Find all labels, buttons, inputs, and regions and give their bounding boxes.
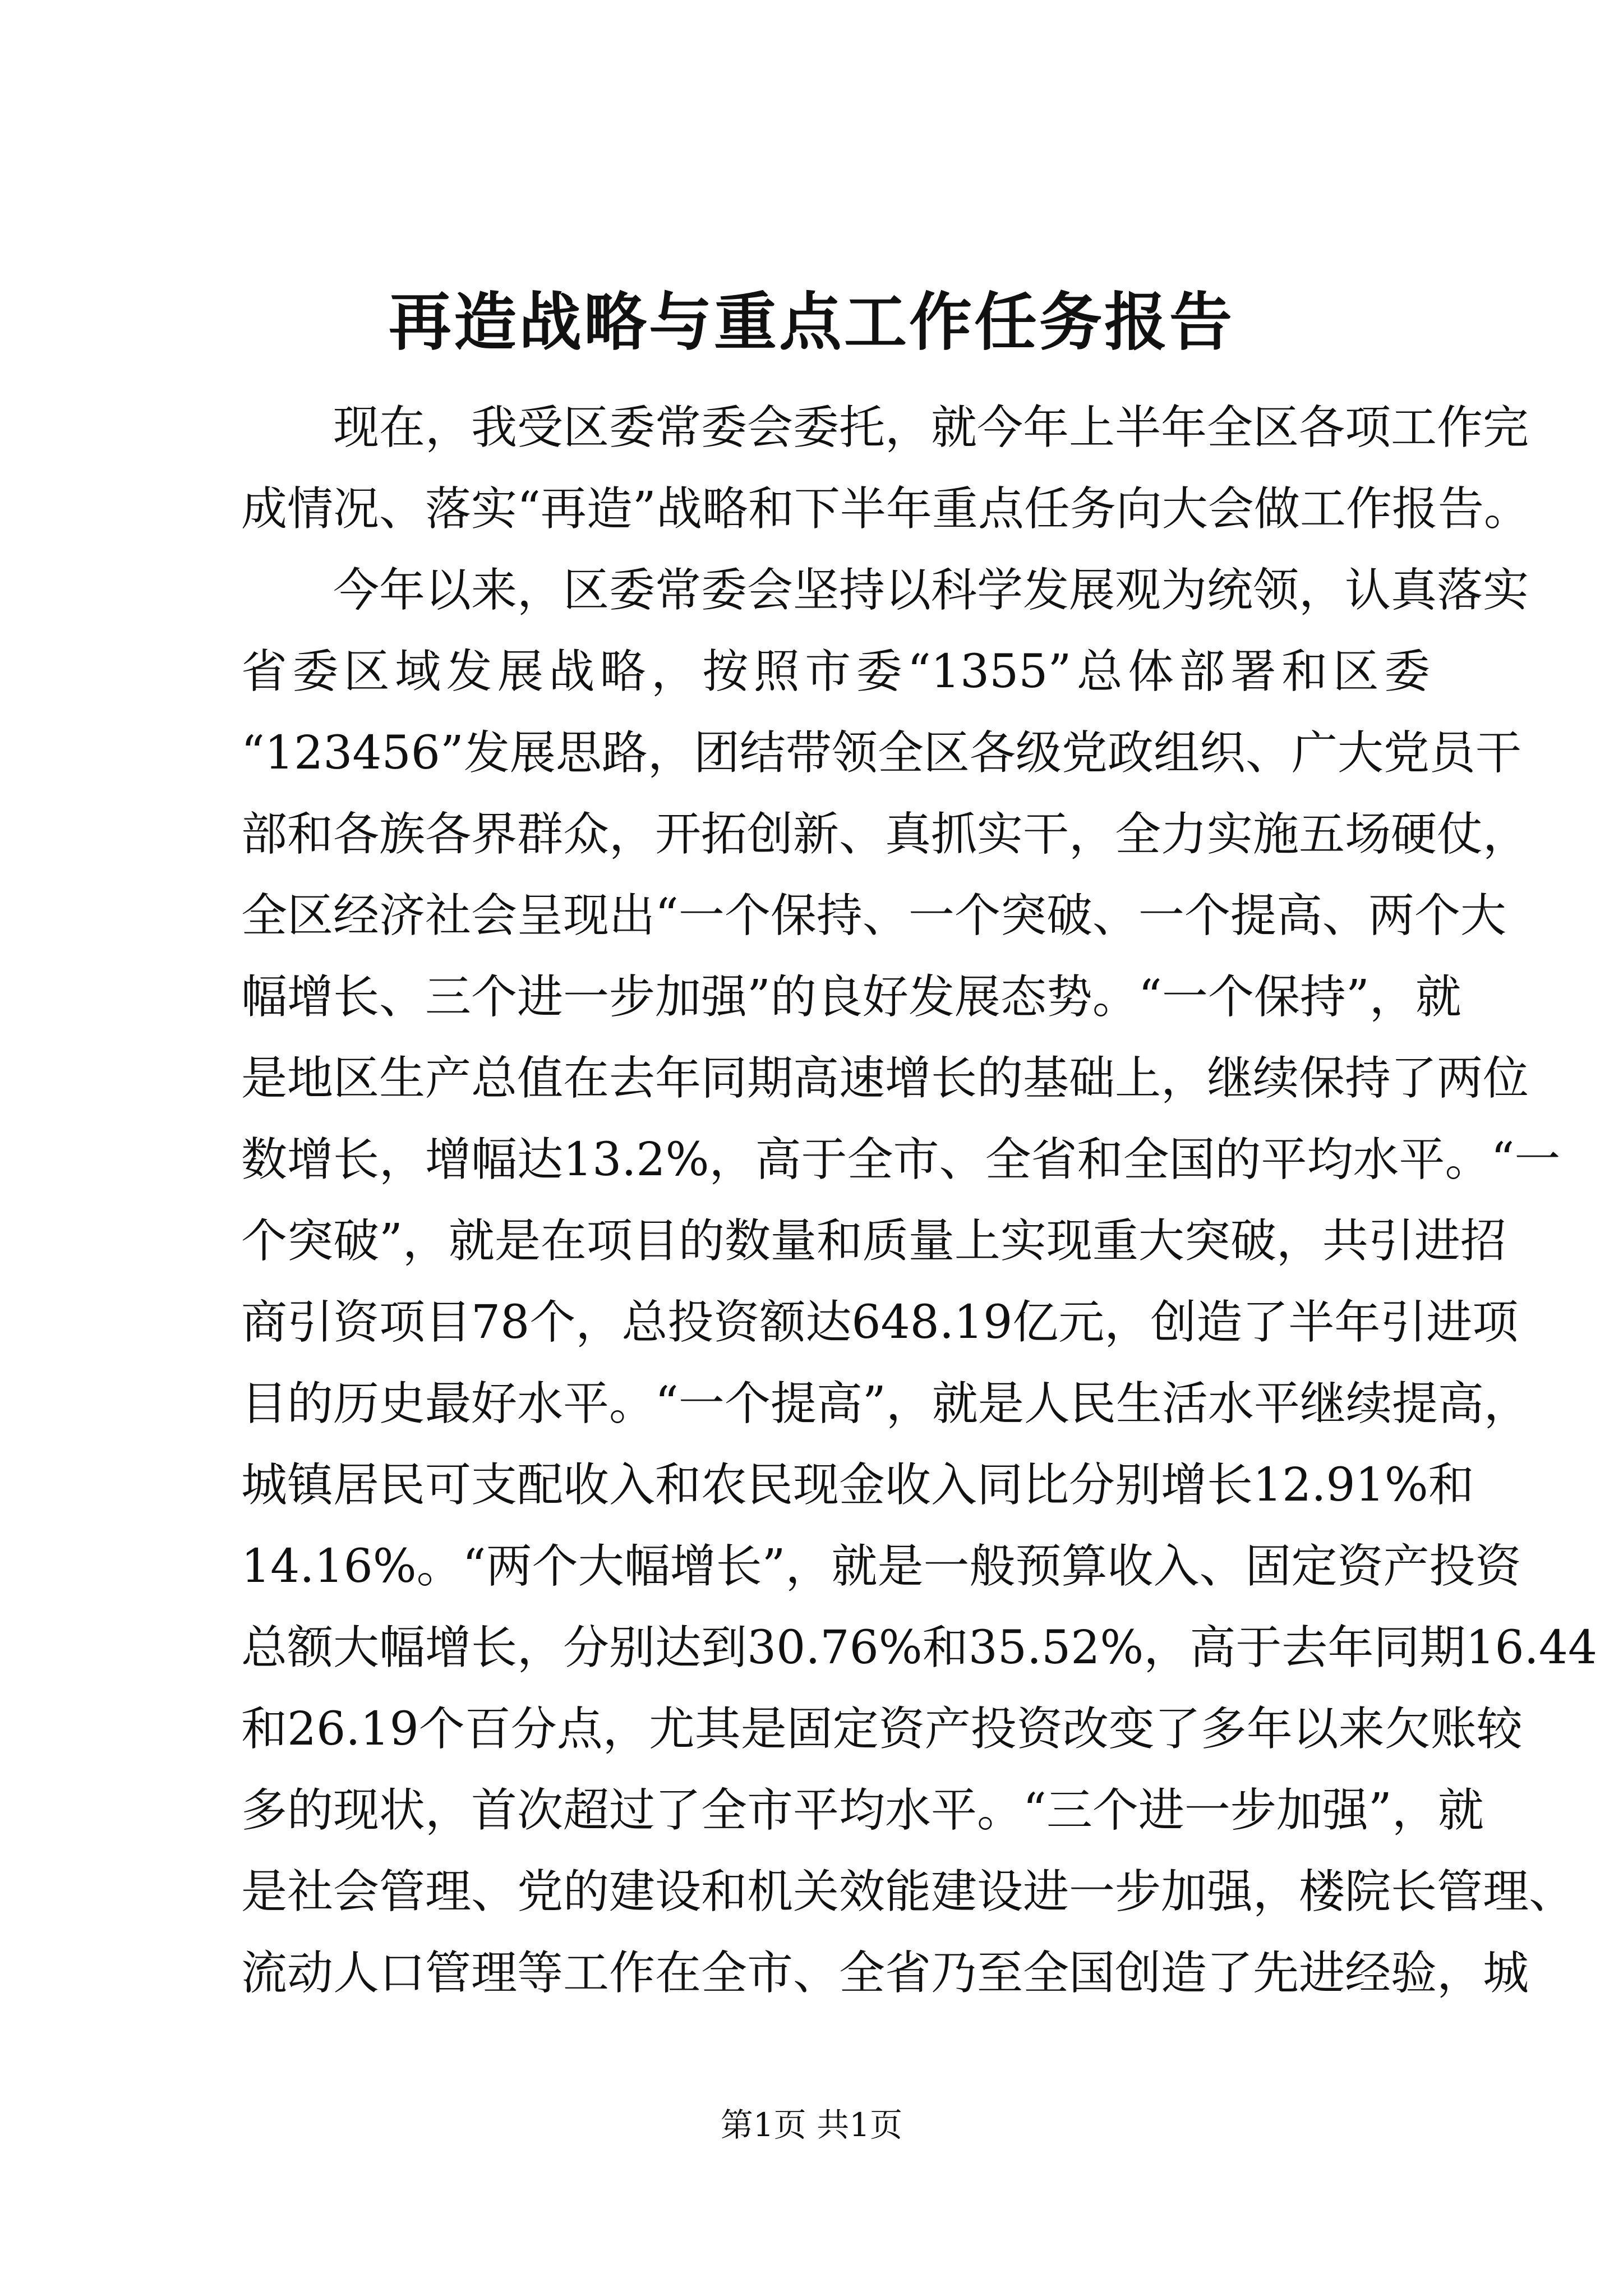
body-line: 部和各族各界群众，开拓创新、真抓实干，全力实施五场硬仗，: [241, 808, 1529, 861]
body-line: 成情况、落实“再造”战略和下半年重点任务向大会做工作报告。: [241, 482, 1530, 536]
body-line: 目的历史最好水平。“一个提高”，就是人民生活水平继续提高，: [241, 1377, 1530, 1430]
body-line: 幅增长、三个进一步加强”的良好发展态势。“一个保持”，就: [241, 970, 1461, 1024]
body-line: 是社会管理、党的建设和机关效能建设进一步加强，楼院长管理、: [241, 1865, 1575, 1918]
body-line: 个突破”，就是在项目的数量和质量上实现重大突破，共引进招: [241, 1214, 1506, 1268]
body-line: 数增长，增幅达13.2%，高于全市、全省和全国的平均水平。“一: [241, 1133, 1561, 1186]
page-footer: 第1页 共1页: [720, 2106, 903, 2144]
body-line: 今年以来，区委常委会坚持以科学发展观为统领，认真落实: [333, 564, 1529, 617]
body-line: 多的现状，首次超过了全市平均水平。“三个进一步加强”，就: [241, 1784, 1484, 1837]
body-line: “123456”发展思路，团结带领全区各级党政组织、广大党员干: [241, 726, 1521, 780]
body-line: 省委区域发展战略，按照市委“1355”总体部署和区委: [241, 645, 1430, 698]
body-line: 全区经济社会呈现出“一个保持、一个突破、一个提高、两个大: [241, 889, 1506, 942]
body-line: 总额大幅增长，分别达到30.76%和35.52%，高于去年同期16.44: [241, 1621, 1598, 1674]
body-line: 流动人口管理等工作在全市、全省乃至全国创造了先进经验，城: [241, 1947, 1529, 2000]
body-line: 14.16%。“两个大幅增长”，就是一般预算收入、固定资产投资: [241, 1540, 1521, 1593]
body-line: 是地区生产总值在去年同期高速增长的基础上，继续保持了两位: [241, 1052, 1529, 1105]
body-line: 现在，我受区委常委会委托，就今年上半年全区各项工作完: [333, 401, 1529, 454]
body-line: 和26.19个百分点，尤其是固定资产投资改变了多年以来欠账较: [241, 1703, 1523, 1756]
document-body: [241, 387, 1598, 2014]
body-line: 城镇居民可支配收入和农民现金收入同比分别增长12.91%和: [241, 1458, 1474, 1512]
body-line: 商引资项目78个，总投资额达648.19亿元，创造了半年引进项: [241, 1296, 1519, 1349]
document-title: 再造战略与重点工作任务报告: [389, 286, 1234, 359]
